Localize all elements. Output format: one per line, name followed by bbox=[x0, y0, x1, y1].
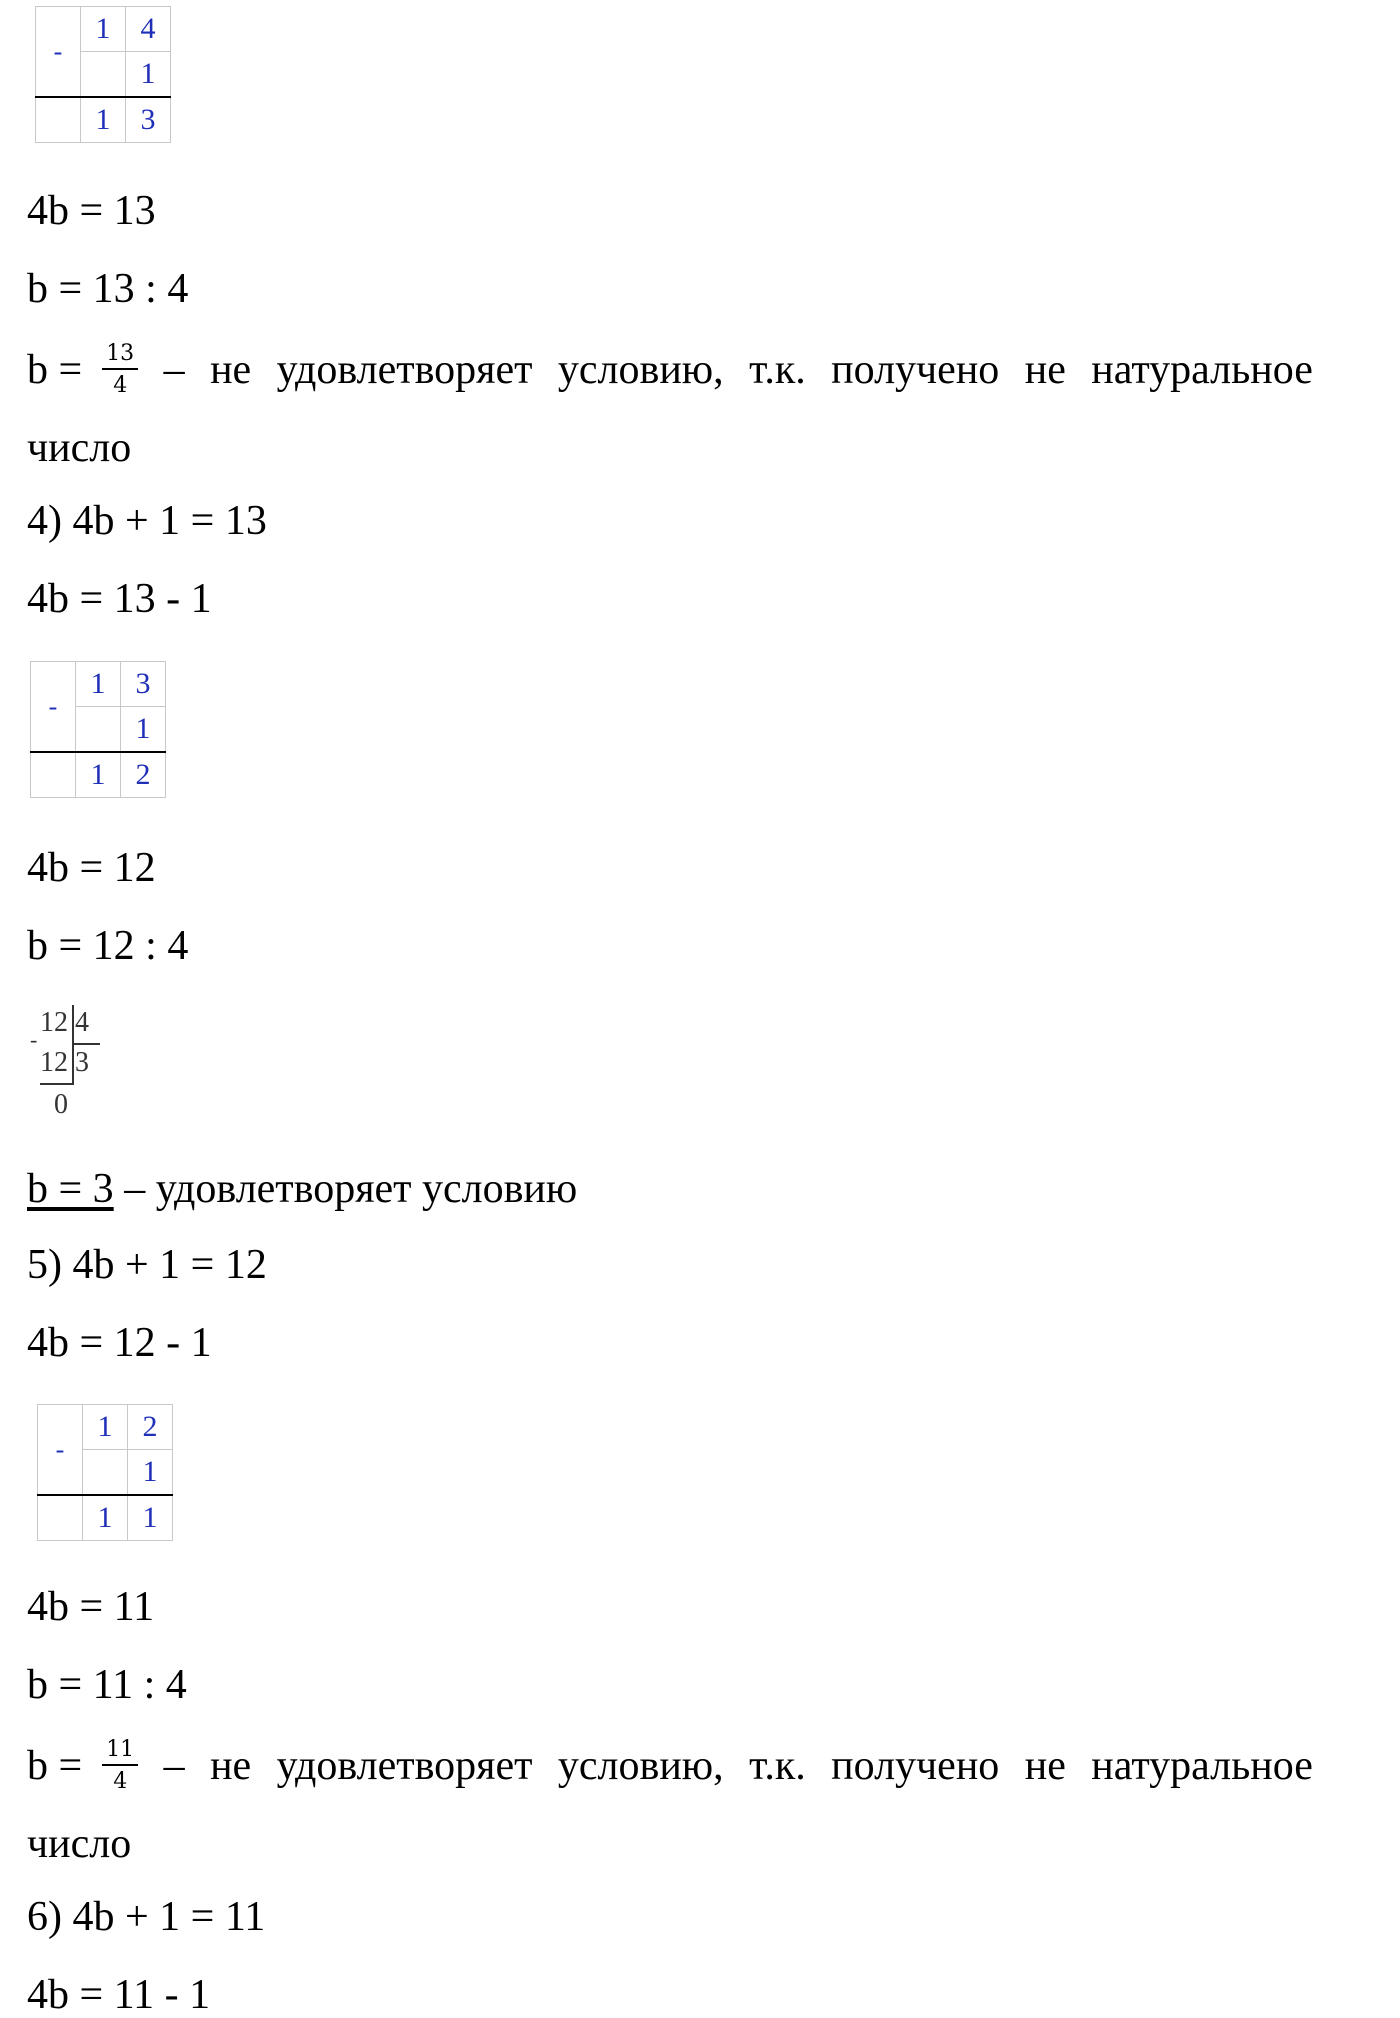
equation-line: 6) 4b + 1 = 11 bbox=[27, 1894, 266, 1940]
word: удовлетворяет bbox=[276, 1742, 533, 1789]
table-cell: 1 bbox=[83, 1495, 128, 1541]
table-cell: 1 bbox=[83, 1405, 128, 1450]
word: условию, bbox=[557, 346, 724, 393]
remainder: 0 bbox=[54, 1089, 68, 1120]
table-cell: 1 bbox=[128, 1450, 173, 1496]
table-cell: 1 bbox=[126, 52, 171, 98]
division-horizontal-bar bbox=[72, 1043, 100, 1045]
table-cell: 1 bbox=[81, 97, 126, 143]
equation-line: 4b = 11 bbox=[27, 1584, 155, 1630]
equation-line: b = 12 : 4 bbox=[27, 923, 189, 969]
table-cell: 1 bbox=[128, 1495, 173, 1541]
table-cell: 1 bbox=[76, 662, 121, 707]
subtrahend: 12 bbox=[40, 1047, 68, 1078]
text-continuation: число bbox=[27, 425, 132, 471]
table-cell bbox=[31, 752, 76, 798]
equation-line: 5) 4b + 1 = 12 bbox=[27, 1242, 267, 1288]
table-cell: 3 bbox=[121, 662, 166, 707]
equation-line: 4b = 13 - 1 bbox=[27, 576, 212, 622]
table-cell: 1 bbox=[121, 707, 166, 753]
table-cell: 4 bbox=[126, 7, 171, 52]
word: не bbox=[1024, 1742, 1066, 1789]
table-cell bbox=[76, 707, 121, 753]
equation-prefix: b = bbox=[27, 1742, 83, 1789]
equation-line: b = 13 : 4 bbox=[27, 266, 189, 312]
dividend: 12 bbox=[40, 1007, 68, 1038]
word: т.к. bbox=[749, 346, 806, 393]
fraction-numerator: 13 bbox=[102, 342, 138, 370]
subtraction-table-3 bbox=[37, 1404, 173, 1541]
word: получено bbox=[831, 1742, 1000, 1789]
equation-line: b = 11 : 4 bbox=[27, 1662, 187, 1708]
minus-sign: - bbox=[38, 1405, 83, 1496]
subtraction-table-1 bbox=[35, 6, 171, 143]
word: удовлетворяет bbox=[276, 346, 533, 393]
table-cell bbox=[83, 1450, 128, 1496]
long-division bbox=[30, 1003, 100, 1123]
table-cell: 1 bbox=[76, 752, 121, 798]
equation-prefix: b = bbox=[27, 346, 83, 393]
equation-line: 4b = 11 - 1 bbox=[27, 1972, 211, 2018]
answer-underlined: b = 3 bbox=[27, 1166, 114, 1212]
text-fragment bbox=[27, 342, 138, 397]
fraction-sentence bbox=[27, 342, 1313, 397]
table-cell: 3 bbox=[126, 97, 171, 143]
word: – bbox=[163, 346, 185, 393]
minus-sign: - bbox=[30, 1027, 38, 1052]
fraction-denominator: 4 bbox=[113, 1769, 128, 1795]
division-result-line bbox=[40, 1083, 74, 1085]
table-cell bbox=[81, 52, 126, 98]
fraction-sentence bbox=[27, 1738, 1313, 1793]
divisor: 4 bbox=[75, 1007, 89, 1038]
text-fragment bbox=[27, 1738, 138, 1793]
minus-sign: - bbox=[31, 662, 76, 753]
fraction bbox=[102, 342, 138, 397]
table-cell: 2 bbox=[128, 1405, 173, 1450]
fraction-denominator: 4 bbox=[113, 373, 128, 399]
word: не bbox=[210, 346, 252, 393]
table-cell bbox=[38, 1495, 83, 1541]
fraction-numerator: 11 bbox=[102, 1738, 138, 1766]
table-cell: 2 bbox=[121, 752, 166, 798]
equation-line: 4b = 12 - 1 bbox=[27, 1320, 212, 1366]
word: не bbox=[1024, 346, 1066, 393]
word: не bbox=[210, 1742, 252, 1789]
table-cell: 1 bbox=[81, 7, 126, 52]
equation-line: 4) 4b + 1 = 13 bbox=[27, 498, 267, 544]
subtraction-table-2 bbox=[30, 661, 166, 798]
conclusion-text: – удовлетворяет условию bbox=[113, 1166, 578, 1212]
word: – bbox=[163, 1742, 185, 1789]
word: натуральное bbox=[1091, 346, 1313, 393]
word: получено bbox=[831, 346, 1000, 393]
conclusion-line bbox=[27, 1168, 577, 1210]
text-continuation: число bbox=[27, 1821, 132, 1867]
minus-sign: - bbox=[36, 7, 81, 98]
table-cell bbox=[36, 97, 81, 143]
fraction bbox=[102, 1738, 138, 1793]
equation-line: 4b = 12 bbox=[27, 845, 156, 891]
word: т.к. bbox=[749, 1742, 806, 1789]
equation-line: 4b = 13 bbox=[27, 188, 156, 234]
word: натуральное bbox=[1091, 1742, 1313, 1789]
word: условию, bbox=[557, 1742, 724, 1789]
quotient: 3 bbox=[75, 1047, 89, 1078]
